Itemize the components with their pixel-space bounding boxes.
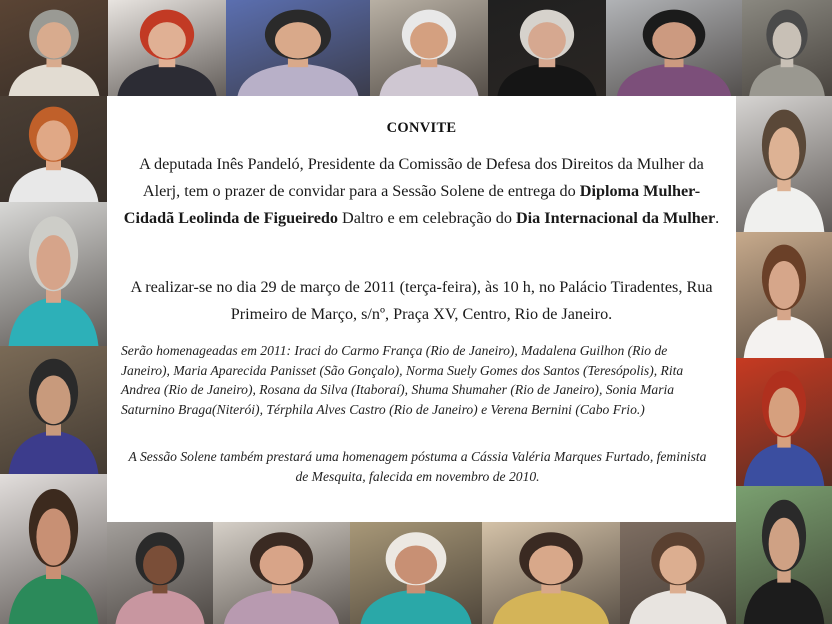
photo-shoulders <box>493 589 609 624</box>
invitation-card <box>107 96 736 522</box>
photo-shoulders <box>224 589 339 624</box>
invitation-end-text: . <box>715 209 720 227</box>
photo-face <box>143 545 177 584</box>
photo-face <box>769 127 800 179</box>
photo-elderly-woman-dark-skin <box>0 474 107 624</box>
photo-woman-red-hair-desk <box>108 0 226 96</box>
photo-face <box>528 22 566 58</box>
photo-woman-outdoor-market <box>620 522 736 624</box>
photo-woman-smiling-brown-hair <box>482 522 620 624</box>
photo-shoulders <box>9 63 100 96</box>
photo-face <box>410 22 448 58</box>
photo-shoulders <box>744 186 825 232</box>
photo-woman-glasses-portrait <box>736 232 832 358</box>
photo-woman-speaking-podium <box>0 346 107 474</box>
photo-woman-dark-bob-hair <box>350 522 482 624</box>
photo-face <box>36 235 70 290</box>
photo-shoulders <box>361 589 472 624</box>
photo-face <box>529 545 573 584</box>
photo-shoulders <box>9 430 99 474</box>
photo-face <box>36 509 70 566</box>
photo-woman-raised-hand <box>736 96 832 232</box>
photo-face <box>773 22 802 58</box>
posthumous-tribute: A Sessão Solene também prestará uma homenagem póstuma a Cássia Valéria Marques Furtado, feminista de Mesquita, falecida em novembro de 2010. <box>128 449 707 484</box>
photo-woman-white-hair-black-shirt <box>370 0 488 96</box>
photo-face <box>769 261 800 309</box>
photo-woman-speaking-rally <box>488 0 606 96</box>
invitation-middle-text: Daltro e em celebração do <box>338 209 516 227</box>
photo-face <box>769 387 800 436</box>
photo-two-women-event <box>213 522 350 624</box>
photo-shoulders <box>117 63 216 96</box>
photo-shoulders <box>629 589 726 624</box>
photo-face <box>275 22 321 58</box>
photo-shoulders <box>617 63 731 96</box>
photo-woman-long-hair <box>736 358 832 486</box>
photo-woman-glasses-smiling <box>107 522 213 624</box>
invitation-paragraph <box>119 151 724 232</box>
photo-woman-hand-on-chin <box>0 202 107 346</box>
invitation-intro-text: A deputada Inês Pandeló, Presidente da Comissão de Defesa dos Direitos da Mulher da Alerj, tem o prazer de convidar para a Sessão Solene de entrega do <box>139 155 704 200</box>
photo-shoulders <box>749 63 825 96</box>
photo-shoulders <box>9 166 99 202</box>
event-schedule: A realizar-se no dia 29 de março de 2011 (terça-feira), às 10 h, no Palácio Tiradentes, Rua Primeiro de Março, s/nº, Praça XV, Centro, Rio de Janeiro. <box>130 278 713 323</box>
photo-woman-sunglasses-microphone <box>226 0 370 96</box>
photo-face <box>36 120 70 160</box>
photo-face <box>260 545 304 584</box>
photo-woman-red-hair-microphone <box>742 0 832 96</box>
honorees-list: Serão homenageadas em 2011: Iraci do Carmo França (Rio de Janeiro), Madalena Guilhon (Rio de Janeiro), Maria Aparecida Panisset (São Gonçalo), Norma Suely Gomes dos Santos (Teresópolis), Rita Andrea (Rio de Janeiro), Rosana da Silva (Itaboraí), Shuma Shumaher (Rio de Janeiro), Sonia Maria Saturnino Braga(Niterói), Térphila Alves Castro (Rio de Janeiro) e Verena Bernini (Cabo Frio.) <box>121 343 684 417</box>
photo-face <box>769 518 800 570</box>
photo-shoulders <box>744 442 825 486</box>
photo-face <box>395 545 437 584</box>
photo-face <box>652 22 696 58</box>
photo-woman-glasses-gray-hair <box>0 96 107 202</box>
photo-shoulders <box>115 589 204 624</box>
invitation-title: CONVITE <box>386 120 457 136</box>
photo-face <box>659 545 696 584</box>
photo-face <box>36 375 70 424</box>
photo-shoulders <box>744 577 825 624</box>
photo-woman-glasses-green-top <box>736 486 832 624</box>
photo-shoulders <box>497 63 596 96</box>
photo-historic-group-women <box>606 0 742 96</box>
womens-day-name: Dia Internacional da Mulher <box>515 209 716 227</box>
photo-shoulders <box>744 315 825 358</box>
photo-shoulders <box>379 63 478 96</box>
photo-shoulders <box>9 573 99 624</box>
photo-woman-gray-hair-smiling <box>0 0 108 96</box>
photo-face <box>37 22 72 58</box>
photo-shoulders <box>238 63 359 96</box>
photo-shoulders <box>9 297 99 346</box>
diploma-name: Diploma Mulher-Cidadã Leolinda de Figueiredo <box>123 182 701 227</box>
photo-face <box>148 22 186 58</box>
